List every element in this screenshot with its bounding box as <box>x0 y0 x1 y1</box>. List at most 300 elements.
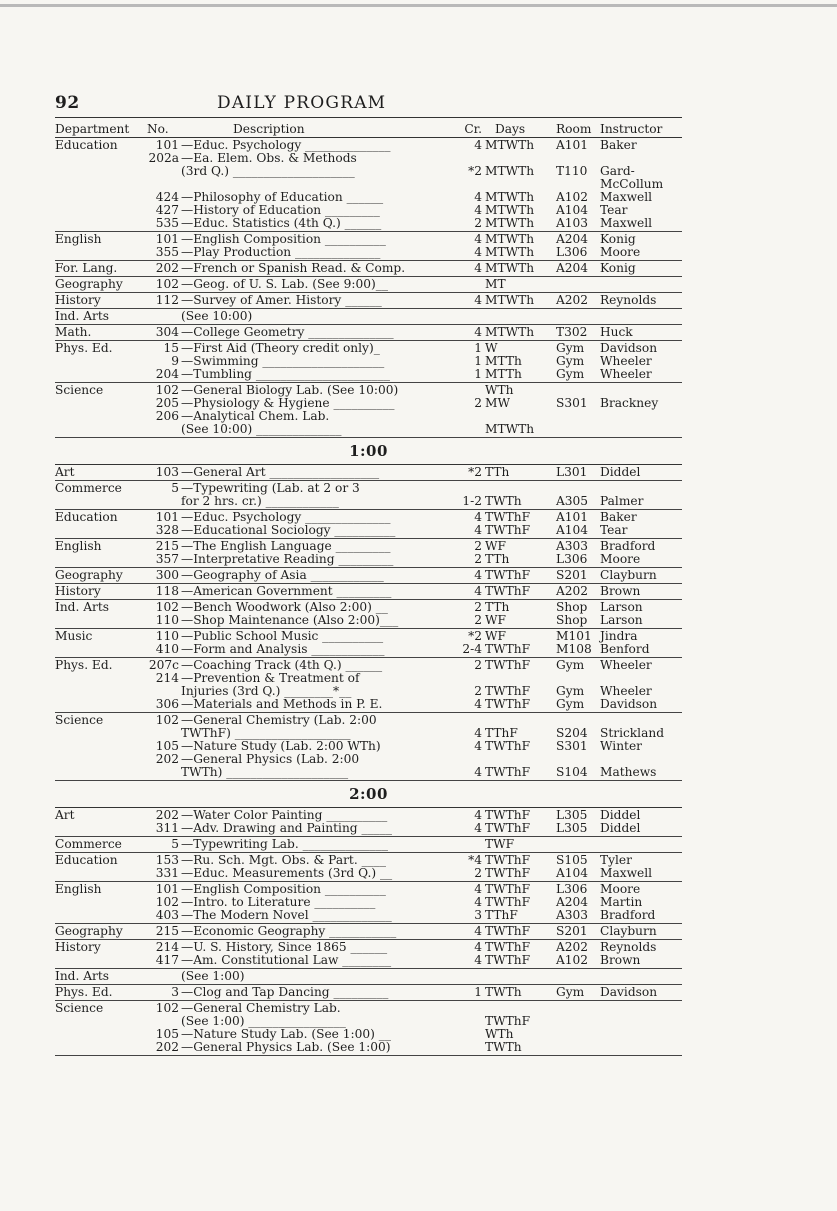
department-group <box>55 539 682 568</box>
department-name <box>55 423 147 436</box>
days: MTWTh <box>485 138 535 152</box>
course-number: 153 <box>155 853 179 867</box>
room <box>556 838 600 851</box>
department-group <box>55 600 682 629</box>
days: TWThF <box>485 924 531 938</box>
room: A102 <box>556 190 589 204</box>
room: A303 <box>556 539 589 553</box>
department-group <box>55 629 682 658</box>
instructor: Maxwell <box>600 190 653 204</box>
days: TWThF <box>485 765 531 779</box>
department-name <box>55 909 147 922</box>
course-number: 202 <box>155 261 179 275</box>
department-name <box>55 672 147 685</box>
department-group <box>55 658 682 713</box>
course-description: —French or Spanish Read. & Comp. <box>181 262 406 275</box>
instructor: McCollum <box>600 177 664 191</box>
course-row <box>55 585 682 598</box>
room <box>556 1028 600 1041</box>
instructor <box>600 1015 682 1028</box>
room: A101 <box>556 138 589 152</box>
course-row <box>55 310 682 323</box>
course-number: 214 <box>155 671 179 685</box>
course-number: 110 <box>155 629 179 643</box>
days: MTWTh <box>485 203 535 217</box>
days: TWTh <box>485 494 522 508</box>
days: TWThF <box>485 642 531 656</box>
instructor: Moore <box>600 552 641 566</box>
course-description: TWTh) ____________________ <box>181 766 349 779</box>
course-number: 205 <box>155 396 179 410</box>
instructor: Tear <box>600 203 628 217</box>
course-description: —U. S. History, Since 1865 ______ <box>181 941 388 954</box>
department-name <box>55 614 147 627</box>
department-name: History <box>55 293 101 307</box>
instructor: Reynolds <box>600 940 657 954</box>
room: Shop <box>556 613 588 627</box>
course-description: —Interpretative Reading _________ <box>181 553 394 566</box>
days: MTWTh <box>485 216 535 230</box>
department-name: Science <box>55 713 104 727</box>
room: S105 <box>556 853 588 867</box>
course-number: 3 <box>171 985 179 999</box>
instructor: Baker <box>600 510 637 524</box>
credits: 4 <box>474 510 482 524</box>
course-row <box>55 466 682 479</box>
course-row <box>55 925 682 938</box>
course-description: —Ru. Sch. Mgt. Obs. & Part. ____ <box>181 854 386 867</box>
credits <box>456 1015 485 1028</box>
room: L305 <box>556 821 588 835</box>
course-row <box>55 342 682 355</box>
instructor: Palmer <box>600 494 644 508</box>
credits: 4 <box>474 821 482 835</box>
course-description: —First Aid (Theory credit only)_ <box>181 342 380 355</box>
days: MW <box>485 396 511 410</box>
days: TWThF <box>485 895 531 909</box>
instructor: Maxwell <box>600 216 653 230</box>
department-name: Science <box>55 1001 104 1015</box>
page-title: DAILY PROGRAM <box>217 93 387 113</box>
section-time-heading: 1:00 <box>349 442 388 460</box>
department-group <box>55 481 682 510</box>
course-number: 206 <box>155 409 179 423</box>
instructor: Davidson <box>600 341 658 355</box>
instructor: Diddel <box>600 465 641 479</box>
instructor <box>600 838 682 851</box>
course-description: —Shop Maintenance (Also 2:00)___ <box>181 614 399 627</box>
course-description: —Adv. Drawing and Painting _____ <box>181 822 392 835</box>
course-description: —Nature Study (Lab. 2:00 WTh) <box>181 740 381 753</box>
days: TWThF <box>485 940 531 954</box>
course-row <box>55 524 682 537</box>
days: MTWTh <box>485 164 535 178</box>
days: MTTh <box>485 367 522 381</box>
course-number: 215 <box>155 539 179 553</box>
course-description: —American Government _________ <box>181 585 392 598</box>
course-row <box>55 659 682 672</box>
schedule-body <box>55 138 682 1056</box>
course-description: —Educ. Psychology ______________ <box>181 139 391 152</box>
credits: 2-4 <box>462 642 482 656</box>
instructor: Benford <box>600 642 650 656</box>
course-description: (See 10:00) <box>181 310 253 323</box>
instructor: Bradford <box>600 908 656 922</box>
course-number: 427 <box>155 203 179 217</box>
course-number: 357 <box>155 552 179 566</box>
room: A204 <box>556 232 589 246</box>
department-name: Math. <box>55 325 92 339</box>
department-name: Education <box>55 510 118 524</box>
course-description: —Educational Sociology __________ <box>181 524 396 537</box>
credits <box>456 1041 485 1054</box>
course-row <box>55 909 682 922</box>
course-number: 9 <box>171 354 179 368</box>
days: TWThF <box>485 697 531 711</box>
days: MTWTh <box>485 245 535 259</box>
room: A204 <box>556 261 589 275</box>
credits: 1 <box>474 985 482 999</box>
course-row <box>55 1002 682 1015</box>
course-description: —Play Production ______________ <box>181 246 381 259</box>
credits <box>456 310 485 323</box>
course-row <box>55 278 682 291</box>
department-name <box>55 524 147 537</box>
credits: 4 <box>474 726 482 740</box>
department-name <box>55 740 147 753</box>
credits: 2 <box>474 613 482 627</box>
room: Gym <box>556 684 585 698</box>
days: TWThF <box>485 684 531 698</box>
department-group <box>55 510 682 539</box>
days: TTh <box>485 600 510 614</box>
department-name <box>55 643 147 656</box>
instructor: Bradford <box>600 539 656 553</box>
department-name: Education <box>55 853 118 867</box>
department-group <box>55 924 682 940</box>
department-name: Education <box>55 138 118 152</box>
course-row <box>55 954 682 967</box>
department-name: Commerce <box>55 481 122 495</box>
course-number: 215 <box>155 924 179 938</box>
days: TWThF <box>485 808 531 822</box>
room: A202 <box>556 940 589 954</box>
course-description: —Educ. Measurements (3rd Q.) __ <box>181 867 393 880</box>
department-name: Geography <box>55 924 123 938</box>
credits <box>456 1028 485 1041</box>
room: Gym <box>556 697 585 711</box>
instructor: Diddel <box>600 821 641 835</box>
course-number: 102 <box>155 1001 179 1015</box>
col-room: Room <box>556 122 592 136</box>
days: MTTh <box>485 354 522 368</box>
department-group <box>55 232 682 261</box>
room: L306 <box>556 882 588 896</box>
instructor: Wheeler <box>600 367 652 381</box>
room: Gym <box>556 658 585 672</box>
instructor <box>600 1002 682 1015</box>
room: S104 <box>556 765 588 779</box>
department-name <box>55 495 147 508</box>
credits <box>456 423 485 436</box>
course-number: 112 <box>155 293 179 307</box>
course-row <box>55 540 682 553</box>
course-number: 5 <box>171 481 179 495</box>
instructor: Clayburn <box>600 568 657 582</box>
course-number: 202a <box>148 151 179 165</box>
department-group <box>55 584 682 600</box>
days: TThF <box>485 726 518 740</box>
credits <box>456 970 485 983</box>
credits: 2 <box>474 866 482 880</box>
days: TWTh <box>485 985 522 999</box>
room: A104 <box>556 523 589 537</box>
room: A104 <box>556 203 589 217</box>
course-description: —Water Color Painting __________ <box>181 809 388 822</box>
course-row <box>55 614 682 627</box>
instructor: Tear <box>600 523 628 537</box>
instructor: Konig <box>600 261 636 275</box>
department-group <box>55 969 682 985</box>
days <box>485 310 556 323</box>
course-row <box>55 233 682 246</box>
course-description: —Philosophy of Education ______ <box>181 191 384 204</box>
course-description: —English Composition __________ <box>181 883 386 896</box>
instructor: Maxwell <box>600 866 653 880</box>
room <box>556 278 600 291</box>
course-description: —Tumbling ______________________ <box>181 368 390 381</box>
room: A101 <box>556 510 589 524</box>
room: A303 <box>556 908 589 922</box>
department-group <box>55 325 682 341</box>
days: TWThF <box>485 584 531 598</box>
department-name: Phys. Ed. <box>55 658 113 672</box>
instructor: Clayburn <box>600 924 657 938</box>
course-number: 102 <box>155 600 179 614</box>
days: MTWTh <box>485 422 535 436</box>
days: TWThF <box>485 1014 531 1028</box>
instructor: Wheeler <box>600 658 652 672</box>
room <box>556 970 600 983</box>
credits: 4 <box>474 232 482 246</box>
department-name: Music <box>55 629 93 643</box>
course-number: 101 <box>155 510 179 524</box>
department-group <box>55 138 682 232</box>
course-row <box>55 262 682 275</box>
department-name: History <box>55 584 101 598</box>
room <box>556 1002 600 1015</box>
instructor <box>600 278 682 291</box>
course-description: —The Modern Novel _____________ <box>181 909 392 922</box>
course-description: —Geog. of U. S. Lab. (See 9:00)__ <box>181 278 388 291</box>
room: A202 <box>556 293 589 307</box>
days: TWThF <box>485 523 531 537</box>
credits: 1 <box>474 354 482 368</box>
room: A305 <box>556 494 589 508</box>
course-description: —Survey of Amer. History ______ <box>181 294 382 307</box>
instructor: Diddel <box>600 808 641 822</box>
room: Gym <box>556 354 585 368</box>
department-name <box>55 954 147 967</box>
days: MTWTh <box>485 232 535 246</box>
credits: *4 <box>468 853 482 867</box>
course-description: —Materials and Methods in P. E. <box>181 698 383 711</box>
days: W <box>485 341 498 355</box>
col-description: Description <box>233 122 305 136</box>
department-name <box>55 246 147 259</box>
credits: 4 <box>474 924 482 938</box>
department-group <box>55 985 682 1001</box>
room: Gym <box>556 367 585 381</box>
department-name <box>55 1015 147 1028</box>
col-cr: Cr. <box>464 122 482 136</box>
course-number: 15 <box>163 341 179 355</box>
department-name <box>55 191 147 204</box>
col-days: Days <box>495 122 526 136</box>
course-number: 103 <box>155 465 179 479</box>
course-number: 207c <box>148 658 179 672</box>
credits <box>456 410 485 423</box>
department-name <box>55 727 147 740</box>
credits: *2 <box>468 465 482 479</box>
course-number: 300 <box>155 568 179 582</box>
course-description: —General Biology Lab. (See 10:00) <box>181 384 399 397</box>
course-row <box>55 217 682 230</box>
course-number: 118 <box>155 584 179 598</box>
department-name <box>55 355 147 368</box>
department-name: History <box>55 940 101 954</box>
instructor: Martin <box>600 895 643 909</box>
department-name: Phys. Ed. <box>55 341 113 355</box>
room <box>556 410 600 423</box>
course-number: 102 <box>155 713 179 727</box>
department-group <box>55 309 682 325</box>
course-row <box>55 246 682 259</box>
course-row <box>55 569 682 582</box>
credits: 4 <box>474 697 482 711</box>
days: TWThF <box>485 510 531 524</box>
course-description: —Analytical Chem. Lab. <box>181 410 330 423</box>
department-name: Ind. Arts <box>55 969 109 983</box>
department-group <box>55 341 682 383</box>
course-description: —History of Education _________ <box>181 204 380 217</box>
instructor <box>600 410 682 423</box>
instructor: Konig <box>600 232 636 246</box>
room: S301 <box>556 739 588 753</box>
course-row <box>55 672 682 685</box>
course-description: Injuries (3rd Q.) ________*__ <box>181 685 352 698</box>
course-description: —Educ. Statistics (4th Q.) ______ <box>181 217 382 230</box>
credits: 4 <box>474 739 482 753</box>
days: TWF <box>485 837 515 851</box>
page-header <box>55 93 682 117</box>
course-row <box>55 698 682 711</box>
course-number: 214 <box>155 940 179 954</box>
instructor: Moore <box>600 245 641 259</box>
days: TTh <box>485 552 510 566</box>
course-description: —Prevention & Treatment of <box>181 672 360 685</box>
course-row <box>55 740 682 753</box>
document-page <box>55 93 682 1056</box>
credits: 4 <box>474 523 482 537</box>
course-description: —General Art __________________ <box>181 466 380 479</box>
course-description: —Typewriting (Lab. at 2 or 3 <box>181 482 360 495</box>
section-time-heading: 2:00 <box>349 785 388 803</box>
course-description: —Bench Woodwork (Also 2:00) __ <box>181 601 388 614</box>
course-description: —Am. Constitutional Law ________ <box>181 954 392 967</box>
instructor <box>600 423 682 436</box>
days: WF <box>485 613 506 627</box>
room: L306 <box>556 245 588 259</box>
days: MTWTh <box>485 293 535 307</box>
instructor: Larson <box>600 613 643 627</box>
course-number: 355 <box>155 245 179 259</box>
room: S301 <box>556 396 588 410</box>
credits <box>456 838 485 851</box>
days: WTh <box>485 383 514 397</box>
course-description: TWThF) ___________________ <box>181 727 351 740</box>
course-number: 101 <box>155 232 179 246</box>
course-description: —Educ. Psychology ______________ <box>181 511 391 524</box>
department-name <box>55 152 147 165</box>
course-description: —General Chemistry (Lab. 2:00 <box>181 714 377 727</box>
credits: 4 <box>474 584 482 598</box>
days: MTWTh <box>485 325 535 339</box>
department-group <box>55 713 682 781</box>
course-description: (See 1:00) ________________ <box>181 1015 346 1028</box>
credits: 4 <box>474 765 482 779</box>
department-name: English <box>55 882 102 896</box>
department-name <box>55 1041 147 1054</box>
course-row <box>55 495 682 508</box>
department-name <box>55 165 147 178</box>
instructor <box>600 1041 682 1054</box>
department-group <box>55 940 682 969</box>
instructor: Gard- <box>600 164 635 178</box>
days: MT <box>485 277 506 291</box>
course-number: 328 <box>155 523 179 537</box>
course-description: (3rd Q.) ____________________ <box>181 165 355 178</box>
instructor: Larson <box>600 600 643 614</box>
course-description: (See 10:00) ______________ <box>181 423 342 436</box>
course-row <box>55 809 682 822</box>
instructor: Winter <box>600 739 642 753</box>
course-description: —Public School Music __________ <box>181 630 384 643</box>
instructor: Moore <box>600 882 641 896</box>
instructor: Davidson <box>600 697 658 711</box>
department-name <box>55 896 147 909</box>
credits: 4 <box>474 808 482 822</box>
department-group <box>55 808 682 837</box>
course-number <box>147 423 181 436</box>
course-description: —Geography of Asia ____________ <box>181 569 384 582</box>
days: TWThF <box>485 739 531 753</box>
room: Gym <box>556 985 585 999</box>
department-name: Phys. Ed. <box>55 985 113 999</box>
column-headers <box>55 118 682 137</box>
room: T110 <box>556 164 588 178</box>
room: M101 <box>556 629 592 643</box>
department-group <box>55 277 682 293</box>
col-department: Department <box>55 122 130 136</box>
course-description: for 2 hrs. cr.) ____________ <box>181 495 339 508</box>
course-number: 102 <box>155 277 179 291</box>
room: Shop <box>556 600 588 614</box>
credits: 4 <box>474 245 482 259</box>
department-name: Commerce <box>55 837 122 851</box>
department-name <box>55 698 147 711</box>
course-description: (See 1:00) <box>181 970 245 983</box>
